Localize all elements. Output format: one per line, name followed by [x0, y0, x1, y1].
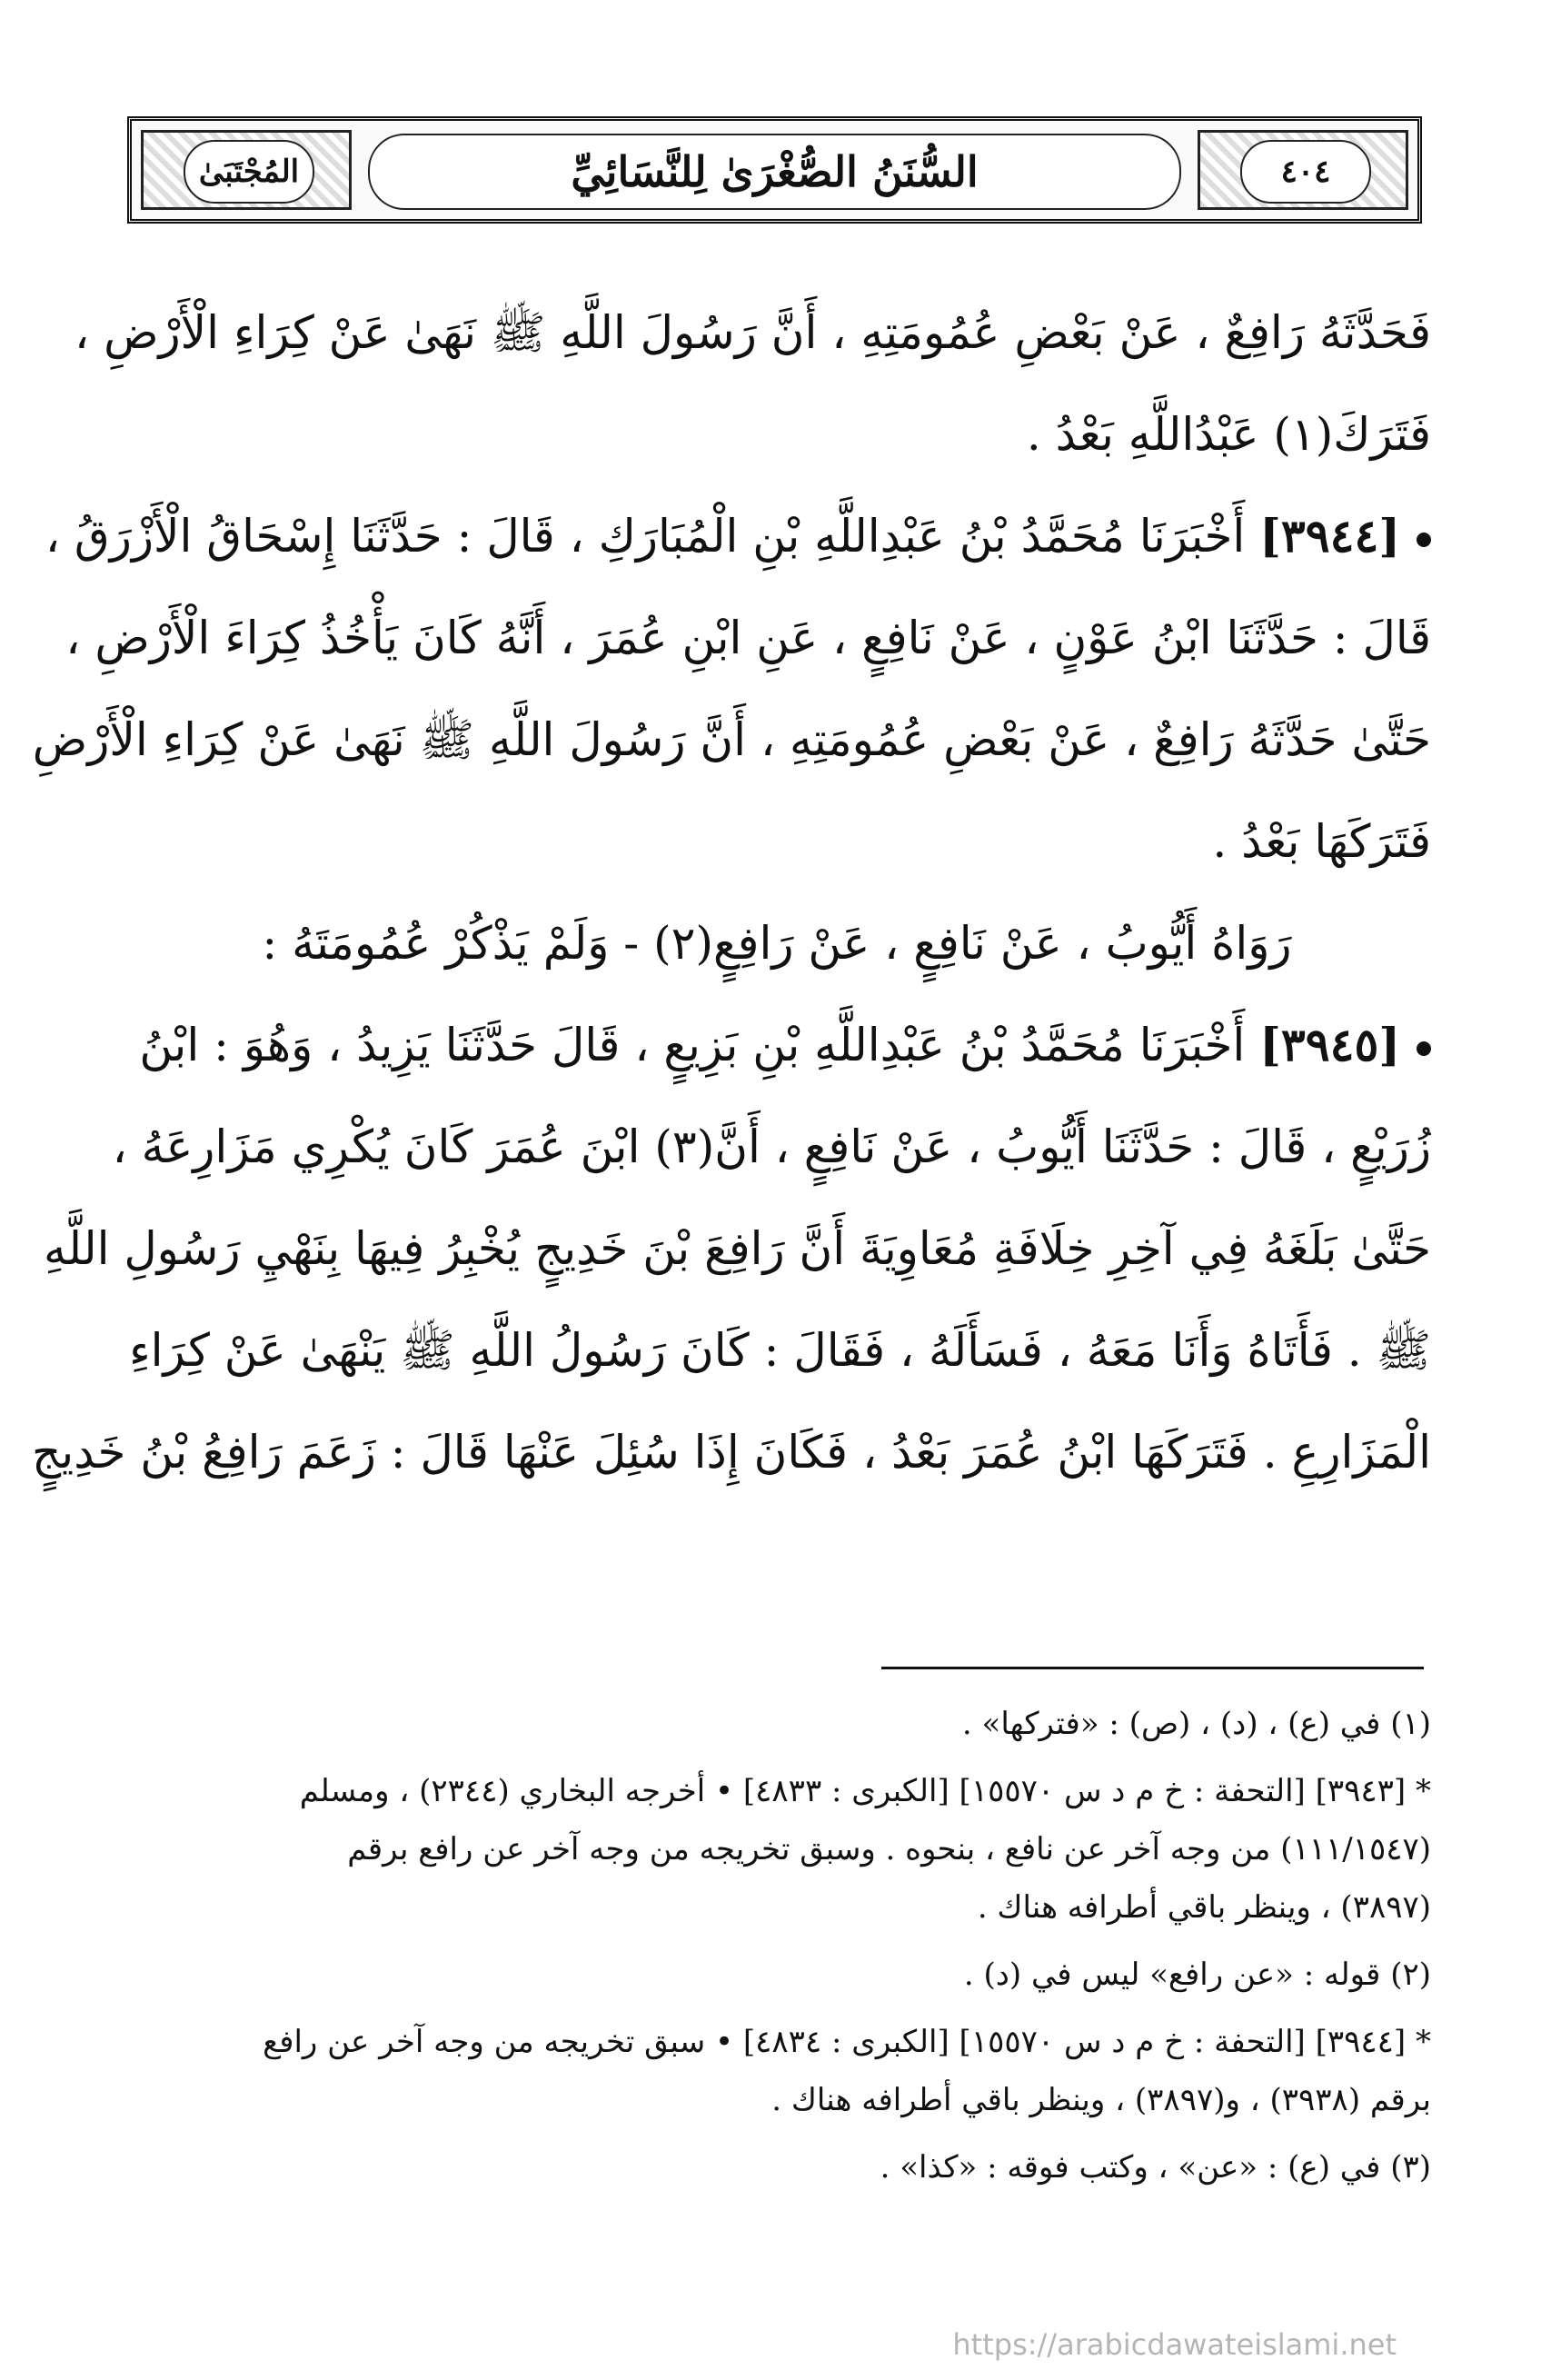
text-line: فَحَدَّثَهُ رَافِعٌ ، عَنْ بَعْضِ عُمُومَتِهِ ، أَنَّ رَسُولَ اللَّهِ ﷺ نَهَىٰ عَنْ كِرَاءِ الْأَرْضِ ،: [75, 306, 1431, 359]
text-line: الْمَزَارِعِ . فَتَرَكَهَا ابْنُ عُمَرَ بَعْدُ ، فَكَانَ إِذَا سُئِلَ عَنْهَا قَالَ : زَعَمَ رَافِعُ بْنُ خَدِيجٍ: [32, 1426, 1431, 1479]
book-badge: المُجْتَبَىٰ: [184, 140, 314, 204]
title-frame: [368, 134, 1181, 210]
hadith-number: [٣٩٤٥]: [1259, 1018, 1400, 1071]
header-left-ornament: [141, 130, 352, 210]
bullet-icon: [1417, 1041, 1431, 1056]
book-title: السُّنَنُ الصُّغْرَىٰ لِلنَّسَائِيِّ: [571, 147, 979, 196]
text-line: حَتَّىٰ حَدَّثَهُ رَافِعٌ ، عَنْ بَعْضِ عُمُومَتِهِ ، أَنَّ رَسُولَ اللَّهِ ﷺ نَهَىٰ عَنْ كِرَاءِ الْأَرْضِ: [32, 713, 1431, 766]
footnote: * [٣٩٤٣] [التحفة : خ م د س ١٥٥٧٠] [الكبرى : ٤٨٣٣] • أخرجه البخاري (٢٣٤٤) ، ومسلم: [299, 1773, 1431, 1809]
footnote: * [٣٩٤٤] [التحفة : خ م د س ١٥٥٧٠] [الكبرى : ٤٨٣٤] • سبق تخريجه من وجه آخر عن رافع: [263, 2024, 1431, 2060]
text-line: فَتَرَكَ(١) عَبْدُاللَّهِ بَعْدُ .: [1026, 408, 1431, 461]
header-right-ornament: [1198, 130, 1408, 210]
footnotes: [123, 1695, 1431, 2196]
text-line: زُرَيْعٍ ، قَالَ : حَدَّثَنَا أَيُّوبُ ، عَنْ نَافِعٍ ، أَنَّ(٣) ابْنَ عُمَرَ كَانَ يُكْرِي مَزَارِعَهُ ،: [112, 1120, 1431, 1173]
page-number: ٤٠٤: [1240, 140, 1371, 204]
hadith-3944-line: [45, 485, 1431, 587]
page-header: [127, 116, 1422, 224]
main-text: [32, 282, 1431, 1503]
text-line: ﷺ . فَأَتَاهُ وَأَنَا مَعَهُ ، فَسَأَلَهُ ، فَقَالَ : كَانَ رَسُولُ اللَّهِ ﷺ يَنْهَىٰ عَنْ كِرَاءِ: [129, 1324, 1431, 1377]
text-line: قَالَ : حَدَّثَنَا ابْنُ عَوْنٍ ، عَنْ نَافِعٍ ، عَنِ ابْنِ عُمَرَ ، أَنَّهُ كَانَ يَأْخُذُ كِرَاءَ الْأَرْضِ ،: [65, 612, 1431, 664]
text-line: أَخْبَرَنَا مُحَمَّدُ بْنُ عَبْدِاللَّهِ بْنِ الْمُبَارَكِ ، قَالَ : حَدَّثَنَا إِسْحَاقُ الْأَزْرَقُ ،: [45, 510, 1246, 563]
hadith-number: [٣٩٤٤]: [1259, 509, 1400, 563]
footnote-divider: [881, 1667, 1424, 1669]
bullet-icon: [1417, 533, 1431, 547]
footnote: برقم (٣٩٣٨) ، و(٣٨٩٧) ، وينظر باقي أطرافه هناك .: [771, 2082, 1431, 2118]
watermark-url: https://arabicdawateislami.net: [952, 2327, 1397, 2362]
text-line: أَخْبَرَنَا مُحَمَّدُ بْنُ عَبْدِاللَّهِ بْنِ بَزِيعٍ ، قَالَ حَدَّثَنَا يَزِيدُ ، وَهُوَ : ابْنُ: [139, 1019, 1246, 1071]
hadith-3945-line: [123, 994, 1431, 1096]
rawahu-line: رَوَاهُ أَيُّوبُ ، عَنْ نَافِعٍ ، عَنْ رَافِعٍ(٢) - وَلَمْ يَذْكُرْ عُمُومَتَهُ :: [262, 917, 1292, 970]
footnote: (٣) في (ع) : «عن» ، وكتب فوقه : «كذا» .: [880, 2149, 1431, 2186]
text-line: حَتَّىٰ بَلَغَهُ فِي آخِرِ خِلَافَةِ مُعَاوِيَةَ أَنَّ رَافِعَ بْنَ خَدِيجٍ يُخْبِرُ فِيهَا بِنَهْيِ رَسُولِ اللَّهِ: [43, 1222, 1431, 1275]
footnote: (١) في (ع) ، (د) ، (ص) : «فتركها» .: [961, 1706, 1431, 1742]
footnote: (٢) قوله : «عن رافع» ليس في (د) .: [963, 1957, 1431, 1993]
text-line: فَتَرَكَهَا بَعْدُ .: [1212, 815, 1431, 868]
footnote: (١١١/١٥٤٧) من وجه آخر عن نافع ، بنحوه . وسبق تخريجه من وجه آخر عن رافع برقم: [347, 1831, 1431, 1867]
footnote: (٣٨٩٧) ، وينظر باقي أطرافه هناك .: [977, 1889, 1431, 1926]
